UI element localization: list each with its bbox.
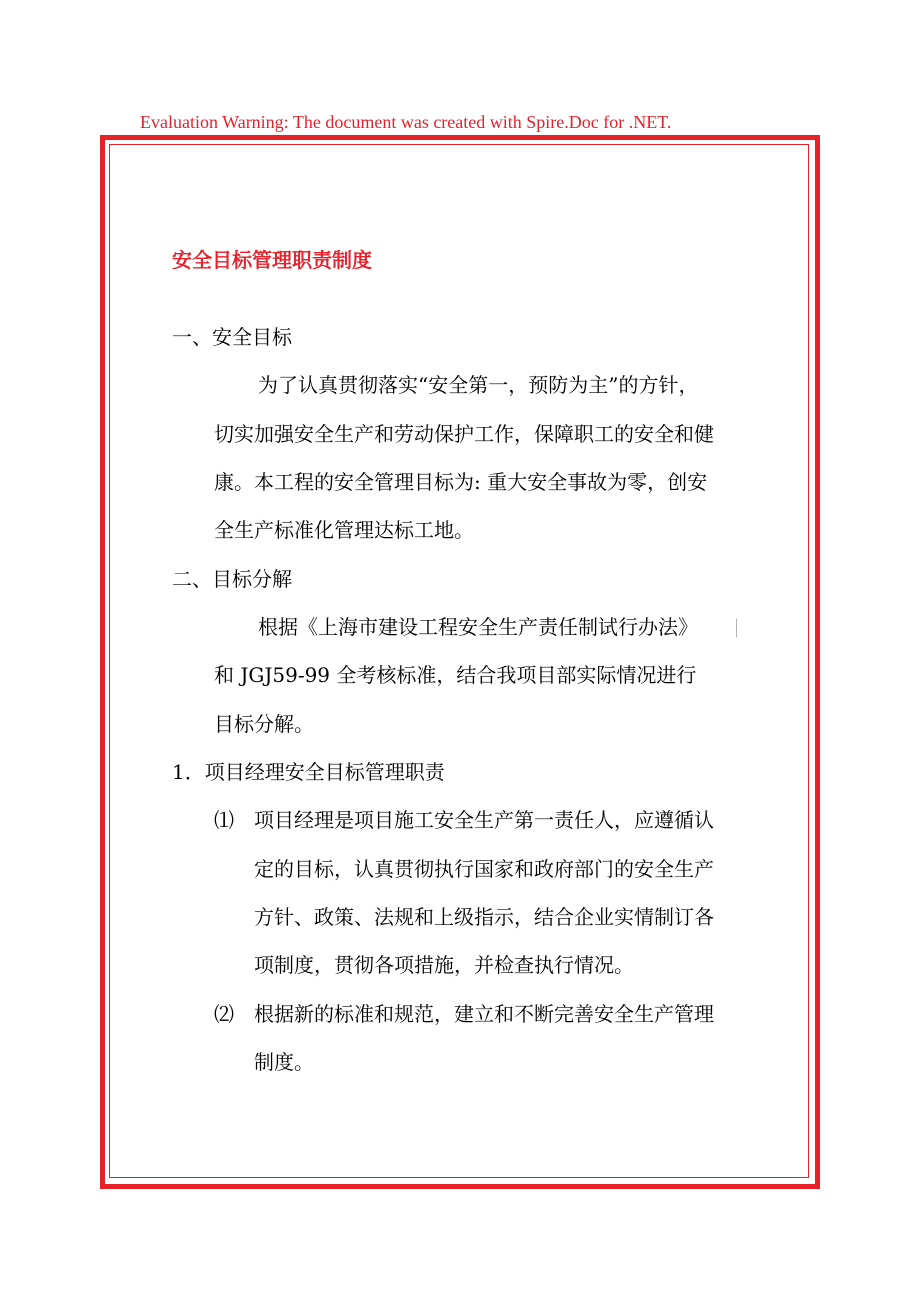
item-2-line-2: 制度。 [254,1050,314,1074]
item-1-line-2: 定的目标，认真贯彻执行国家和政府部门的安全生产 [254,857,714,881]
subsection-1-heading: 1．项目经理安全目标管理职责 [172,760,445,784]
item-1-line-4: 项制度，贯彻各项措施，并检查执行情况。 [254,953,634,977]
item-1-line-1: 项目经理是项目施工安全生产第一责任人，应遵循认 [254,808,714,832]
evaluation-warning: Evaluation Warning: The document was created with Spire.Doc for .NET. [140,112,672,132]
item-2-line-1: 根据新的标准和规范，建立和不断完善安全生产管理 [254,1002,714,1026]
section-1-line-4: 全生产标准化管理达标工地。 [214,518,474,542]
section-1-line-3: 康。本工程的安全管理目标为: 重大安全事故为零，创安 [214,470,708,494]
item-1-marker: ⑴ [214,808,234,832]
document-title: 安全目标管理职责制度 [172,248,372,272]
section-2-heading: 二、目标分解 [172,567,292,591]
section-1-heading: 一、安全目标 [172,325,292,349]
section-1-line-1: 为了认真贯彻落实“安全第一，预防为主”的方针， [258,373,699,397]
section-2-line-3: 目标分解。 [214,712,314,736]
section-1-line-2: 切实加强安全生产和劳动保护工作，保障职工的安全和健 [214,422,714,446]
item-2-marker: ⑵ [214,1002,234,1026]
section-2-line-2: 和 JGJ59-99 全考核标准，结合我项目部实际情况进行 [214,663,697,687]
item-1-line-3: 方针、政策、法规和上级指示，结合企业实情制订各 [254,905,714,929]
text-cursor-mark [736,619,737,637]
section-2-line-1: 根据《上海市建设工程安全生产责任制试行办法》 [258,615,698,639]
